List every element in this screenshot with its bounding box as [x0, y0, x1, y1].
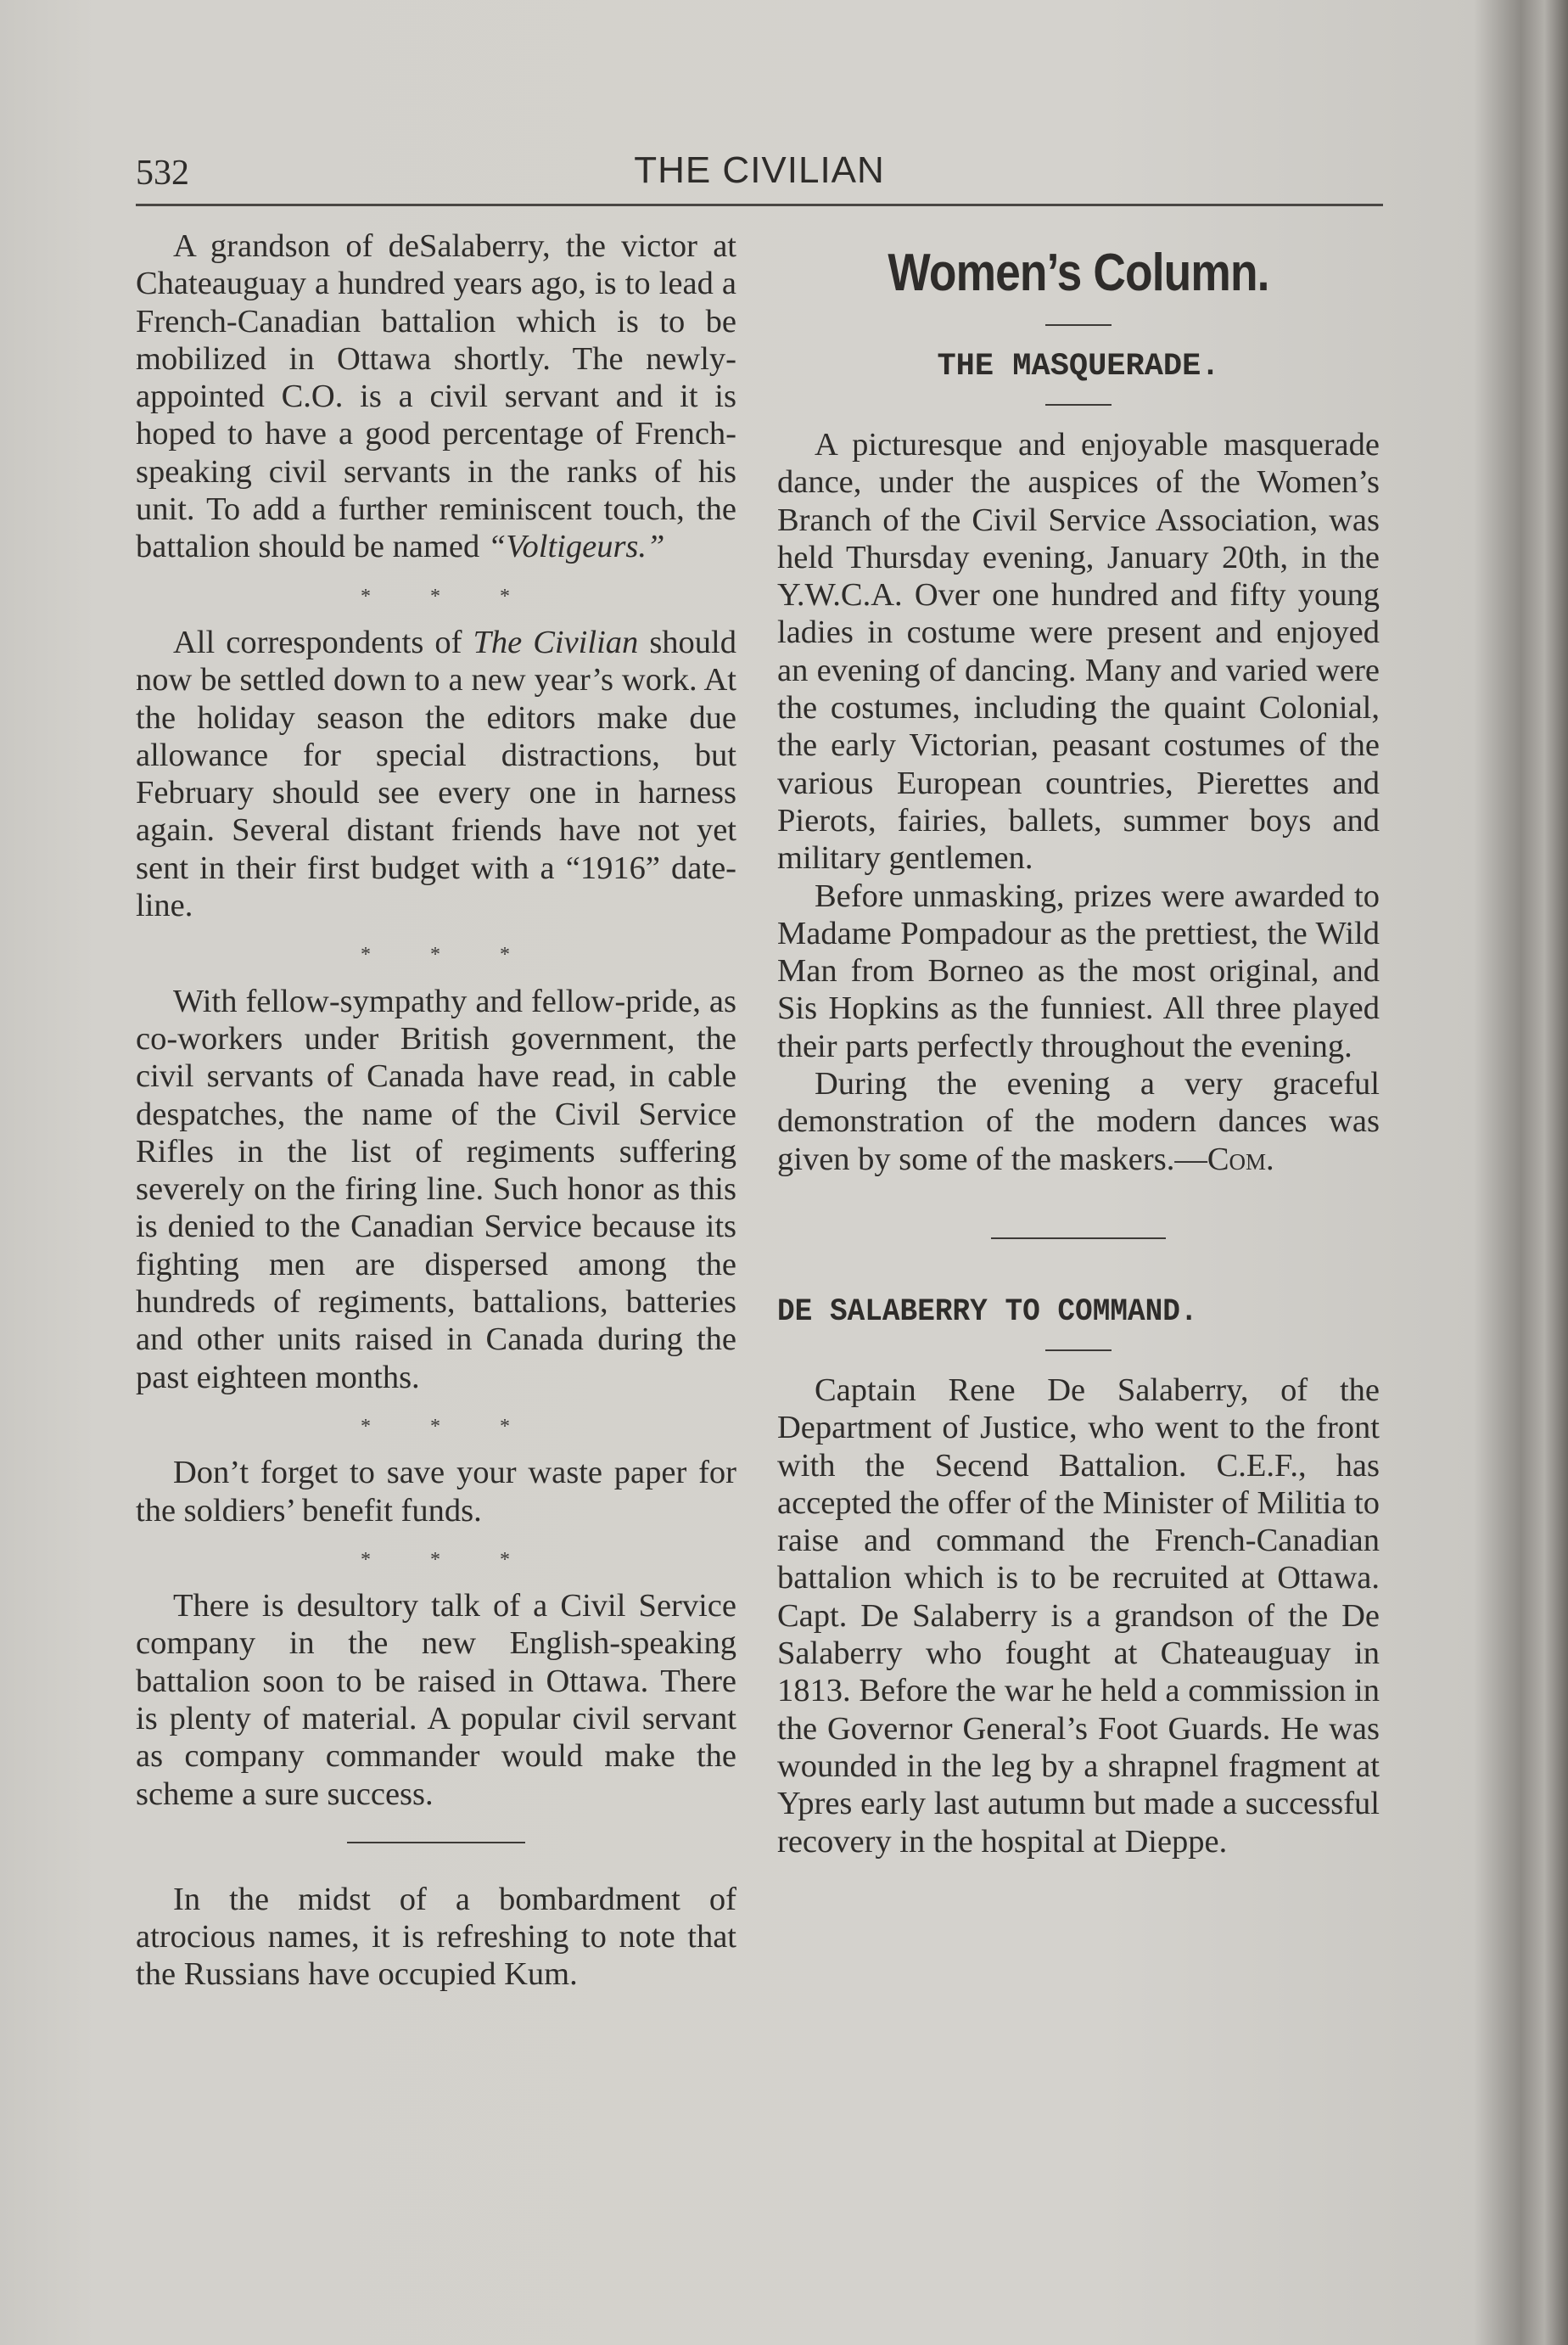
paragraph-modern-dances	[777, 1065, 1380, 1178]
salaberry-heading: DE SALABERRY TO COMMAND.	[777, 1293, 1198, 1330]
short-rule	[1045, 1349, 1112, 1351]
paragraph-correspondents	[136, 624, 736, 924]
womens-column-title: Women’s Column.	[888, 244, 1269, 302]
masquerade-heading: THE MASQUERADE.	[937, 349, 1220, 384]
paragraph-text: All correspondents of	[173, 624, 473, 660]
running-title: THE CIVILIAN	[634, 149, 885, 191]
paragraph-text: A grandson of deSalaberry, the victor at Chateauguay a hundred years ago, is to lead a French-Canadian battalion which is to be mobilized in Ottawa shortly. The newly-appointed C.O. is a civil servant and it is hoped to have a good percentage of French-speaking civil servants in the ranks of his unit. To add a further reminiscent touch, the battalion should be named	[136, 228, 736, 565]
paragraph-civil-service-rifles: With fellow-sympathy and fellow-pride, as co-workers under British government, the civil servants of Canada have read, in cable despatches, the name of the Civil Service Rifles in the list of regiments suffering severely on the firing line. Such honor as this is denied to the Canadian Service because its fighting men are dispersed among the hundreds of regiments, battalions, batteries and other units raised in Canada during the past eighteen months.	[136, 983, 736, 1395]
section-divider-stars: * * *	[361, 1415, 537, 1438]
paragraph-masquerade-dance: A picturesque and enjoyable masquerade dance, under the auspices of the Women’s Branch of the Civil Service Association, was held Thursday evening, January 20th, in the Y.W.C.A. Over one hundred and fifty young ladies in costume were present and enjoyed an evening of dancing. Many and varied were the costumes, including the quaint Colonial, the early Victorian, peasant costumes of the various European countries, Pierettes and Pierots, fairies, ballets, summer boys and military gentlemen.	[777, 427, 1380, 877]
signature: Com.	[1207, 1141, 1274, 1177]
section-rule	[991, 1237, 1166, 1239]
voltigeurs-italic: “Voltigeurs.”	[487, 529, 665, 565]
paragraph-prizes: Before unmasking, prizes were awarded to Madame Pompadour as the prettiest, the Wild Man from Borneo as the most original, and Sis Hopkins as the funniest. All three played their parts perfectly throughout the evening.	[777, 878, 1380, 1064]
short-rule	[1045, 324, 1112, 326]
section-divider-stars: * * *	[361, 1548, 537, 1571]
page-number: 532	[136, 154, 189, 193]
paragraph-russians-kum: In the midst of a bombardment of atrocious names, it is refreshing to note that the Russians have occupied Kum.	[136, 1881, 736, 1993]
right-column	[777, 227, 1380, 1860]
paragraph-civil-service-company: There is desultory talk of a Civil Service company in the new English-speaking battalion soon to be raised in Ottawa. There is plenty of material. A popular civil servant as company commander would make the scheme a sure success.	[136, 1588, 736, 1812]
section-rule	[347, 1842, 525, 1843]
left-column	[136, 227, 736, 1994]
paragraph-waste-paper: Don’t forget to save your waste paper for the soldiers’ benefit funds.	[136, 1455, 736, 1529]
page-header	[136, 144, 1383, 195]
section-divider-stars: * * *	[361, 585, 537, 608]
publication-title-italic: The Civilian	[473, 624, 639, 660]
paragraph-text: During the evening a very graceful demonstration of the modern dances was given by some of the maskers.—	[777, 1066, 1380, 1177]
paragraph-text: should now be settled down to a new year’s work. At the holiday season the editors make due allowance for special distractions, but February should see every one in harness again. Several distant friends have not yet sent in their first budget with a “1916” date-line.	[136, 624, 736, 924]
section-divider-stars: * * *	[361, 944, 537, 967]
short-rule	[1045, 404, 1112, 406]
paragraph-salaberry-grandson	[136, 227, 736, 566]
header-rule	[136, 204, 1383, 206]
paragraph-captain-salaberry: Captain Rene De Salaberry, of the Department of Justice, who went to the front with the Secend Battalion. C.E.F., has accepted the offer of the Minister of Militia to raise and command the French-Canadian battalion which is to be recruited at Ottawa. Capt. De Salaberry is a grandson of the De Salaberry who fought at Chateauguay in 1813. Before the war he held a commission in the Governor General’s Foot Guards. He was wounded in the leg by a shrapnel fragment at Ypres early last autumn but made a successful recovery in the hospital at Dieppe.	[777, 1372, 1380, 1860]
